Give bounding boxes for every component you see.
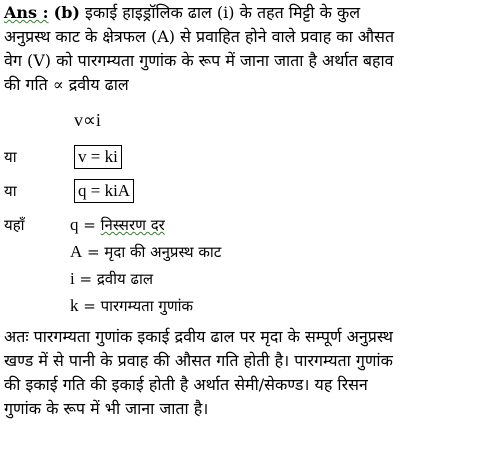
or-label-1: या xyxy=(4,148,17,166)
or-label-2: या xyxy=(4,182,17,200)
intro-text-1: इकाई हाइड्रॉलिक ढाल (i) के तहत मिट्टी के कुल xyxy=(85,3,361,22)
definition-k xyxy=(70,295,193,317)
conclusion-line-4: गुणांक के रूप में भी जाना जाता है। xyxy=(4,399,209,418)
conclusion-line-2: खण्ड में से पानी के प्रवाह की औसत गति होती है। पारगम्यता गुणांक xyxy=(4,351,393,370)
answer-label: Ans : xyxy=(4,3,49,22)
definition-meaning: निस्सरण दर xyxy=(100,216,165,234)
definition-symbol: k xyxy=(70,296,79,315)
conclusion-line-1: अतः पारगम्यता गुणांक इकाई द्रवीय ढाल पर मृदा के सम्पूर्ण अनुप्रस्थ xyxy=(4,327,393,346)
discharge-formula-box: q = kiA xyxy=(74,179,134,203)
definition-equals: = xyxy=(82,243,105,261)
where-label: यहाँ xyxy=(4,216,25,234)
proportional-relation: v∝i xyxy=(74,110,101,130)
definition-meaning: द्रवीय ढाल xyxy=(96,270,154,288)
answer-option: (b) xyxy=(53,3,80,22)
conclusion-line-3: की इकाई गति की इकाई होती है अर्थात सेमी/सेकण्ड। यह रिसन xyxy=(4,375,368,394)
definition-meaning: मृदा की अनुप्रस्थ काट xyxy=(104,243,222,261)
definition-equals: = xyxy=(78,216,101,234)
intro-line-3: वेग (V) को पारगम्यता गुणांक के रूप में जाना जाता है अर्थात बहाव xyxy=(4,51,394,70)
definition-q xyxy=(70,214,165,236)
intro-line-1 xyxy=(4,2,488,24)
definition-symbol: i xyxy=(70,269,75,288)
intro-line-4: की गति ∝ द्रवीय ढाल xyxy=(4,75,129,94)
definition-symbol: A xyxy=(70,242,83,261)
definition-meaning: पारगम्यता गुणांक xyxy=(100,297,194,315)
definition-symbol: q xyxy=(70,215,79,234)
intro-line-2: अनुप्रस्थ काट के क्षेत्रफल (A) से प्रवाहित होने वाले प्रवाह का औसत xyxy=(4,27,395,46)
definition-i xyxy=(70,268,153,290)
darcy-velocity-formula-box: v = ki xyxy=(74,145,122,169)
definition-equals: = xyxy=(78,297,101,315)
definition-a xyxy=(70,241,221,263)
definition-equals: = xyxy=(74,270,97,288)
